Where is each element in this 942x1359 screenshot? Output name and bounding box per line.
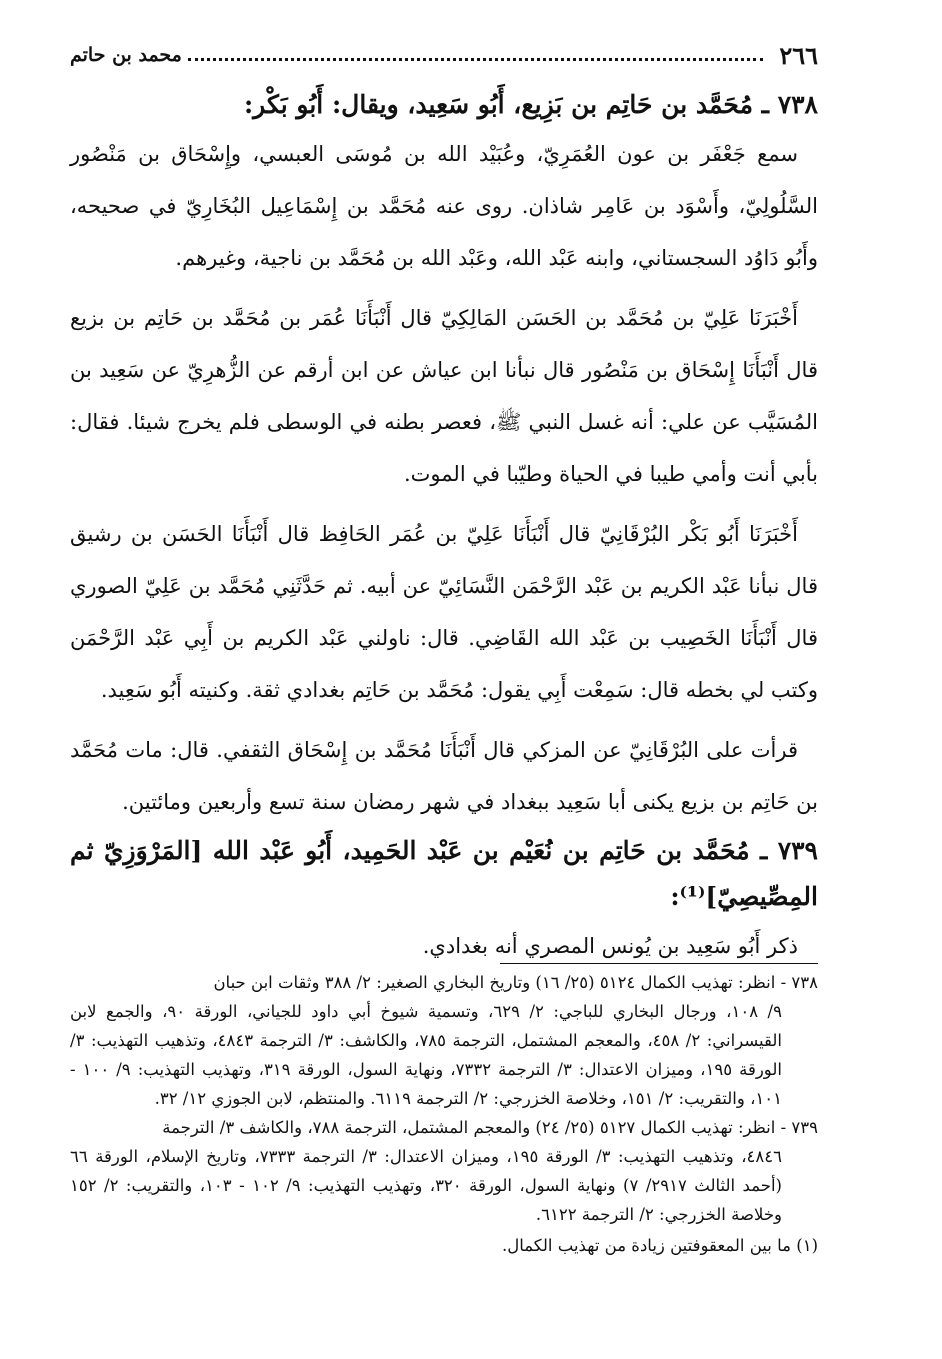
- page-number: ٢٦٦: [779, 40, 818, 70]
- entry-738-paragraph-2: أَخْبَرَنَا عَلِيّ بن مُحَمَّد بن الحَسَن المَالِكِيّ قال أَنْبَأَنَا عُمَر بن مُحَمَّد بن حَاتِم بن بزيع قال أَنْبَأَنَا إِسْحَاق بن مَنْصُور قال نبأنا ابن عياش عن ابن أرقم عن الزُّهرِيّ عن سَعِيد بن المُسَيَّب عن علي: أنه غسل النبي ﷺ، فعصر بطنه في الوسطى فلم يخرج شيئا. فقال: بأبي أنت وأمي طيبا في الحياة وطيّبا في الموت.: [70, 306, 818, 486]
- note-738-first-line: ٧٣٨ - انظر: تهذيب الكمال ٥١٢٤ (٢٥/ ١٦) وتاريخ البخاري الصغير: ٢/ ٣٨٨ وثقات ابن حبان: [213, 973, 818, 992]
- page-header: [70, 38, 818, 72]
- note-739-continuation: ٤٨٤٦، وتذهيب التهذيب: ٣/ الورقة ١٩٥، وميزان الاعتدال: ٣/ الترجمة ٧٣٣٣، وتاريخ الإسلام، الورقة ٦٦ (أحمد الثالث ٢٩١٧/ ٧) ونهاية السول، الورقة ٣٢٠، وتهذيب التهذيب: ٩/ ١٠٢ - ١٠٣، والتقريب: ٢/ ١٥٢ وخلاصة الخزرجي: ٢/ الترجمة ٦١٢٢.: [70, 1147, 782, 1224]
- entry-739-paragraph-1: ذكر أَبُو سَعِيد بن يُونس المصري أنه بغدادي.: [422, 934, 798, 958]
- entry-738-title: ٧٣٨ ـ مُحَمَّد بن حَاتِم بن بَزِيع، أَبُو سَعِيد، ويقال: أَبُو بَكْر:: [243, 90, 818, 119]
- note-739-first-line: ٧٣٩ - انظر: تهذيب الكمال ٥١٢٧ (٢٥/ ٢٤) والمعجم المشتمل، الترجمة ٧٨٨، والكاشف ٣/ الترجمة: [162, 1118, 818, 1137]
- note-739: [70, 1113, 818, 1229]
- note-738: [70, 968, 818, 1113]
- entry-738-paragraph-1: سمع جَعْفَر بن عون العُمَرِيّ، وعُبَيْد الله بن مُوسَى العبسي، وإِسْحَاق بن مَنْصُور السَّلُولِيّ، وأَسْوَد بن عَامِر شاذان. روى عنه مُحَمَّد بن إِسْمَاعِيل البُخَارِيّ في صحيحه، وأَبُو دَاوُد السجستاني، وابنه عَبْد الله، وعَبْد الله بن مُحَمَّد بن ناجية، وغيرهم.: [70, 142, 818, 270]
- running-head: محمد بن حاتم: [70, 44, 182, 66]
- footnote-1: (١) ما بين المعقوفتين زيادة من تهذيب الكمال.: [501, 1236, 818, 1255]
- footnotes: [70, 968, 818, 1260]
- entry-738-paragraph-4: قرأت على البُرْقَانِيّ عن المزكي قال أَنْبَأَنَا مُحَمَّد بن إِسْحَاق الثقفي. قال: مات مُحَمَّد بن حَاتِم بن بزيع يكنى أبا سَعِيد ببغداد في شهر رمضان سنة تسع وأربعين ومائتين.: [70, 738, 818, 814]
- note-738-continuation: ٩/ ١٠٨، ورجال البخاري للباجي: ٢/ ٦٢٩، وتسمية شيوخ أبي داود للجياني، الورقة ٩٠، والجمع لابن القيسراني: ٢/ ٤٥٨، والمعجم المشتمل، الترجمة ٧٨٥، والكاشف: ٣/ الترجمة ٤٨٤٣، وتذهيب التهذيب: ٣/ الورقة ١٩٥، وميزان الاعتدال: ٣/ الترجمة ٧٣٣٢، ونهاية السول، الورقة ٣١٩، وتهذيب التهذيب: ٩/ ١٠٠ - ١٠١، والتقريب: ٢/ ١٥١، وخلاصة الخزرجي: ٢/ الترجمة ٦١١٩. والمنتظم، لابن الجوزي ١٢/ ٣٢.: [70, 1002, 782, 1108]
- entry-739-title: ٧٣٩ ـ مُحَمَّد بن حَاتِم بن نُعَيْم بن عَبْد الحَمِيد، أَبُو عَبْد الله [المَرْوَزِيّ ثم المِصِّيصِيّ]⁽¹⁾:: [70, 836, 818, 911]
- entry-738-paragraph-3: أَخْبَرَنَا أَبُو بَكْر البُرْقَانِيّ قال أَنْبَأَنَا عَلِيّ بن عُمَر الحَافِظ قال أَنْبَأَنَا الحَسَن بن رشيق قال نبأنا عَبْد الكريم بن عَبْد الرَّحْمَن النَّسَائِيّ عن أبيه. ثم حَدَّثَنِي مُحَمَّد بن عَلِيّ الصوري قال أَنْبَأَنَا الخَصِيب بن عَبْد الله القَاضِي. قال: ناولني عَبْد الكريم بن أَبِي عَبْد الرَّحْمَن وكتب لي بخطه قال: سَمِعْت أَبِي يقول: مُحَمَّد بن حَاتِم بغدادي ثقة. وكنيته أَبُو سَعِيد.: [70, 522, 818, 702]
- footnote-separator: [500, 963, 818, 964]
- main-text: [70, 82, 818, 972]
- header-dotted-leader: [188, 58, 763, 61]
